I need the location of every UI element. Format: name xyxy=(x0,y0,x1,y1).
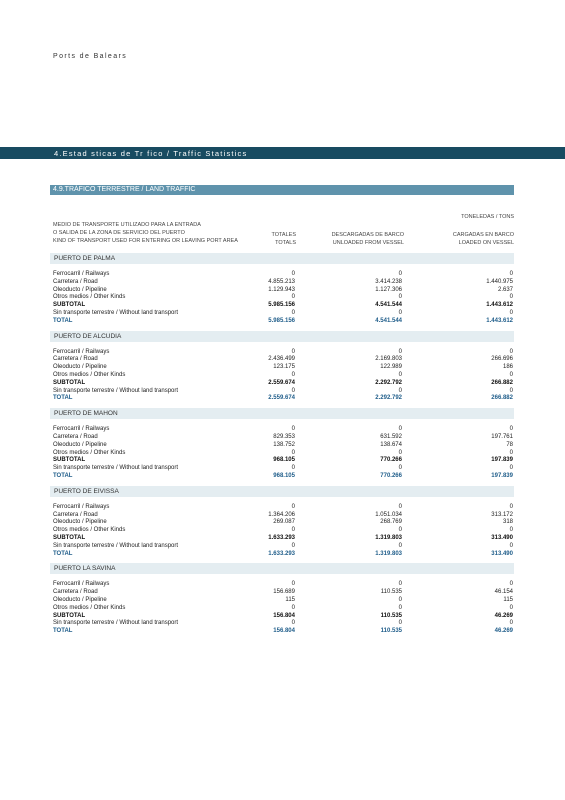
port-header xyxy=(50,253,514,264)
row-label: Carretera / Road xyxy=(53,356,98,363)
row-label: Sin transporte terrestre / Without land transport xyxy=(53,387,179,394)
cell-unloaded: 4.541.544 xyxy=(375,302,402,309)
table-row xyxy=(50,287,514,295)
cell-totals: 1.633.293 xyxy=(268,550,295,557)
cell-totals: 0 xyxy=(291,294,295,301)
cell-unloaded: 110.535 xyxy=(380,628,402,635)
row-label: Sin transporte terrestre / Without land transport xyxy=(53,309,179,316)
cell-loaded: 0 xyxy=(509,387,513,394)
cell-unloaded: 1.051.034 xyxy=(375,511,402,518)
cell-unloaded: 122.989 xyxy=(380,364,402,371)
table-row xyxy=(50,527,514,535)
cell-loaded: 46.269 xyxy=(494,628,513,635)
cell-totals: 829.353 xyxy=(273,433,295,440)
row-label: Oleoducto / Pipeline xyxy=(53,441,107,448)
row-label: TOTAL xyxy=(53,550,73,557)
cell-unloaded: 0 xyxy=(398,271,402,277)
row-label: Otros medios / Other Kinds xyxy=(53,604,126,611)
cell-loaded: 0 xyxy=(509,542,513,549)
cell-loaded: 266.882 xyxy=(491,395,513,402)
table-row xyxy=(50,620,514,628)
chapter-banner xyxy=(0,147,565,159)
cell-totals: 0 xyxy=(291,542,295,549)
cell-loaded: 197.761 xyxy=(491,433,513,440)
section-title: 4.9.TRÁFICO TERRESTRE / LAND TRAFFIC xyxy=(53,186,196,193)
cell-totals: 4.855.213 xyxy=(268,278,295,285)
row-label: Otros medios / Other Kinds xyxy=(53,527,126,534)
cell-totals: 0 xyxy=(291,581,295,588)
row-label: Otros medios / Other Kinds xyxy=(53,449,126,456)
row-label: Oleoducto / Pipeline xyxy=(53,519,107,526)
cell-unloaded: 0 xyxy=(398,371,402,378)
subtotal-row xyxy=(50,380,514,388)
row-label: Sin transporte terrestre / Without land transport xyxy=(53,542,179,549)
cell-unloaded: 0 xyxy=(398,542,402,549)
cell-totals: 0 xyxy=(291,503,295,510)
port-name: PUERTO DE PALMA xyxy=(54,255,116,262)
port-header xyxy=(50,486,514,497)
total-row xyxy=(50,473,514,481)
port-header xyxy=(50,408,514,419)
cell-totals: 156.804 xyxy=(273,612,295,619)
cell-totals: 2.559.674 xyxy=(268,379,295,386)
row-label: Carretera / Road xyxy=(53,278,98,285)
cell-unloaded: 2.169.803 xyxy=(375,356,402,363)
table-row xyxy=(50,450,514,458)
cell-unloaded: 1.319.803 xyxy=(375,550,402,557)
cell-loaded: 186 xyxy=(502,364,513,371)
port-name: PUERTO DE ALCUDIA xyxy=(54,332,122,340)
table-row xyxy=(50,372,514,380)
cell-loaded: 46.154 xyxy=(494,589,513,596)
cell-unloaded: 1.127.306 xyxy=(375,286,402,293)
table-row xyxy=(50,271,514,279)
cell-unloaded: 0 xyxy=(398,348,402,355)
cell-unloaded: 0 xyxy=(398,581,402,588)
cell-totals: 269.087 xyxy=(273,519,295,526)
cell-loaded: 197.839 xyxy=(491,457,513,464)
port-header xyxy=(50,563,514,574)
cell-unloaded: 0 xyxy=(398,294,402,301)
cell-loaded: 0 xyxy=(509,309,513,316)
subtotal-row xyxy=(50,302,514,310)
port-name: PUERTO DE EIVISSA xyxy=(54,487,119,495)
cell-totals: 0 xyxy=(291,309,295,316)
row-label: Ferrocarril / Railways xyxy=(53,348,110,355)
column-header-line: TOTALES xyxy=(271,232,296,238)
table-row xyxy=(50,519,514,527)
cell-loaded: 313.172 xyxy=(491,511,513,518)
section-header xyxy=(50,185,514,195)
cell-unloaded: 4.541.544 xyxy=(375,317,402,324)
cell-loaded: 0 xyxy=(509,426,513,433)
total-row xyxy=(50,628,514,636)
cell-totals: 968.105 xyxy=(273,472,295,479)
row-label: TOTAL xyxy=(53,317,73,324)
table-row xyxy=(50,605,514,613)
cell-totals: 0 xyxy=(291,387,295,394)
cell-unloaded: 1.319.803 xyxy=(375,534,402,541)
table-row xyxy=(50,294,514,302)
table-row xyxy=(50,310,514,318)
cell-loaded: 46.269 xyxy=(494,612,513,619)
column-header-loaded xyxy=(364,231,514,247)
cell-unloaded: 0 xyxy=(398,503,402,510)
table-row xyxy=(50,597,514,605)
table-row xyxy=(50,279,514,287)
cell-totals: 138.752 xyxy=(273,441,295,448)
cell-loaded: 266.696 xyxy=(491,356,513,363)
table-row xyxy=(50,504,514,512)
row-label-line: O SALIDA DE LA ZONA DE SERVICIO DEL PUERTO xyxy=(53,230,185,236)
port-name: PUERTO LA SAVINA xyxy=(54,565,116,573)
port-rows xyxy=(50,497,514,564)
port-rows xyxy=(50,264,514,331)
cell-totals: 0 xyxy=(291,348,295,355)
port-rows xyxy=(50,574,514,641)
row-label: Ferrocarril / Railways xyxy=(53,426,110,433)
cell-loaded: 197.839 xyxy=(491,472,513,479)
cell-totals: 0 xyxy=(291,449,295,456)
row-label: Oleoducto / Pipeline xyxy=(53,364,107,371)
cell-unloaded: 0 xyxy=(398,449,402,456)
cell-totals: 0 xyxy=(291,271,295,277)
cell-unloaded: 0 xyxy=(398,426,402,433)
cell-unloaded: 110.535 xyxy=(380,589,402,596)
port-block xyxy=(50,253,514,331)
cell-totals: 0 xyxy=(291,604,295,611)
row-label: SUBTOTAL xyxy=(53,379,86,386)
cell-totals: 5.985.156 xyxy=(268,302,295,309)
subtotal-row xyxy=(50,535,514,543)
traffic-table xyxy=(50,253,514,641)
cell-loaded: 0 xyxy=(509,620,513,627)
cell-loaded: 0 xyxy=(509,449,513,456)
cell-totals: 156.689 xyxy=(273,589,295,596)
row-label: Carretera / Road xyxy=(53,433,98,440)
row-label: Ferrocarril / Railways xyxy=(53,271,110,277)
column-header-line: CARGADAS EN BARCO xyxy=(452,232,514,238)
cell-loaded: 0 xyxy=(509,527,513,534)
units-label: TONELEDAS / TONS xyxy=(461,214,514,220)
cell-unloaded: 0 xyxy=(398,596,402,603)
total-row xyxy=(50,551,514,559)
column-header-line: DESCARGADAS DE BARCO xyxy=(331,232,404,238)
cell-unloaded: 0 xyxy=(398,309,402,316)
row-label: SUBTOTAL xyxy=(53,457,86,464)
row-label: SUBTOTAL xyxy=(53,534,86,541)
total-row xyxy=(50,318,514,326)
cell-totals: 2.559.674 xyxy=(268,395,295,402)
cell-totals: 0 xyxy=(291,527,295,534)
row-label: Ferrocarril / Railways xyxy=(53,581,110,588)
cell-loaded: 0 xyxy=(509,294,513,301)
row-label-line: MEDIO DE TRANSPORTE UTILIZADO PARA LA ENTRADA xyxy=(53,222,201,228)
cell-unloaded: 110.535 xyxy=(380,612,402,619)
cell-unloaded: 268.769 xyxy=(380,519,402,526)
chapter-title: 4.Estad sticas de Tr fico / Traffic Statistics xyxy=(54,149,248,158)
table-row xyxy=(50,364,514,372)
row-label: Otros medios / Other Kinds xyxy=(53,371,126,378)
cell-loaded: 1.443.612 xyxy=(486,317,513,324)
table-row xyxy=(50,349,514,357)
row-label: Ferrocarril / Railways xyxy=(53,503,110,510)
cell-loaded: 318 xyxy=(502,519,513,526)
cell-unloaded: 0 xyxy=(398,465,402,472)
row-label: Otros medios / Other Kinds xyxy=(53,294,126,301)
cell-loaded: 0 xyxy=(509,604,513,611)
row-label: TOTAL xyxy=(53,395,73,402)
row-label: Oleoducto / Pipeline xyxy=(53,286,107,293)
cell-loaded: 115 xyxy=(503,596,513,603)
cell-unloaded: 770.266 xyxy=(380,457,402,464)
cell-unloaded: 0 xyxy=(398,620,402,627)
port-rows xyxy=(50,419,514,486)
cell-loaded: 0 xyxy=(509,465,513,472)
table-row xyxy=(50,581,514,589)
port-block xyxy=(50,486,514,564)
cell-totals: 968.105 xyxy=(273,457,295,464)
cell-loaded: 1.440.975 xyxy=(486,278,513,285)
column-header-line: TOTALS xyxy=(275,240,296,246)
table-row xyxy=(50,434,514,442)
row-label-line: KIND OF TRANSPORT USED FOR ENTERING OR LEAVING PORT AREA xyxy=(53,238,238,244)
port-rows xyxy=(50,342,514,409)
subtotal-row xyxy=(50,613,514,621)
publisher-name: Ports de Balears xyxy=(53,53,128,60)
cell-unloaded: 138.674 xyxy=(380,441,402,448)
cell-totals: 156.804 xyxy=(273,628,295,635)
row-label: Sin transporte terrestre / Without land transport xyxy=(53,620,179,627)
cell-totals: 123.175 xyxy=(273,364,295,371)
cell-loaded: 0 xyxy=(509,348,513,355)
cell-totals: 0 xyxy=(291,371,295,378)
cell-totals: 5.985.156 xyxy=(268,317,295,324)
table-row xyxy=(50,388,514,396)
cell-loaded: 0 xyxy=(509,581,513,588)
row-label: Carretera / Road xyxy=(53,589,98,596)
cell-totals: 0 xyxy=(291,465,295,472)
cell-loaded: 266.882 xyxy=(491,379,513,386)
row-label: Carretera / Road xyxy=(53,511,98,518)
cell-loaded: 78 xyxy=(506,441,513,448)
cell-unloaded: 631.592 xyxy=(380,433,402,440)
cell-unloaded: 770.266 xyxy=(380,472,402,479)
cell-loaded: 313.490 xyxy=(491,550,513,557)
cell-unloaded: 0 xyxy=(398,604,402,611)
port-block xyxy=(50,331,514,409)
cell-loaded: 2.637 xyxy=(497,286,513,293)
row-label: SUBTOTAL xyxy=(53,612,86,619)
cell-unloaded: 0 xyxy=(398,387,402,394)
cell-totals: 1.364.206 xyxy=(268,511,295,518)
cell-unloaded: 3.414.238 xyxy=(375,278,402,285)
cell-loaded: 313.490 xyxy=(491,534,513,541)
cell-loaded: 0 xyxy=(509,503,513,510)
table-row xyxy=(50,512,514,520)
row-label: TOTAL xyxy=(53,472,73,479)
cell-totals: 2.436.499 xyxy=(268,356,295,363)
port-name: PUERTO DE MAHON xyxy=(54,410,118,418)
column-header-line: UNLOADED FROM VESSEL xyxy=(332,240,404,246)
column-header-line: LOADED ON VESSEL xyxy=(458,240,514,246)
table-row xyxy=(50,589,514,597)
row-label: TOTAL xyxy=(53,628,73,635)
cell-totals: 0 xyxy=(291,426,295,433)
subtotal-row xyxy=(50,457,514,465)
row-label: Sin transporte terrestre / Without land transport xyxy=(53,465,179,472)
table-row xyxy=(50,426,514,434)
cell-unloaded: 2.292.792 xyxy=(375,379,402,386)
cell-totals: 0 xyxy=(291,620,295,627)
cell-unloaded: 0 xyxy=(398,527,402,534)
port-block xyxy=(50,563,514,641)
row-label: SUBTOTAL xyxy=(53,302,86,309)
cell-unloaded: 2.292.792 xyxy=(375,395,402,402)
table-row xyxy=(50,465,514,473)
table-row xyxy=(50,356,514,364)
cell-totals: 115 xyxy=(285,596,295,603)
port-block xyxy=(50,408,514,486)
port-header xyxy=(50,331,514,342)
cell-totals: 1.129.943 xyxy=(268,286,295,293)
row-label: Oleoducto / Pipeline xyxy=(53,596,107,603)
total-row xyxy=(50,395,514,403)
table-row xyxy=(50,543,514,551)
cell-totals: 1.633.293 xyxy=(268,534,295,541)
cell-loaded: 0 xyxy=(509,271,513,277)
cell-loaded: 0 xyxy=(509,371,513,378)
cell-loaded: 1.443.612 xyxy=(486,302,513,309)
table-row xyxy=(50,442,514,450)
